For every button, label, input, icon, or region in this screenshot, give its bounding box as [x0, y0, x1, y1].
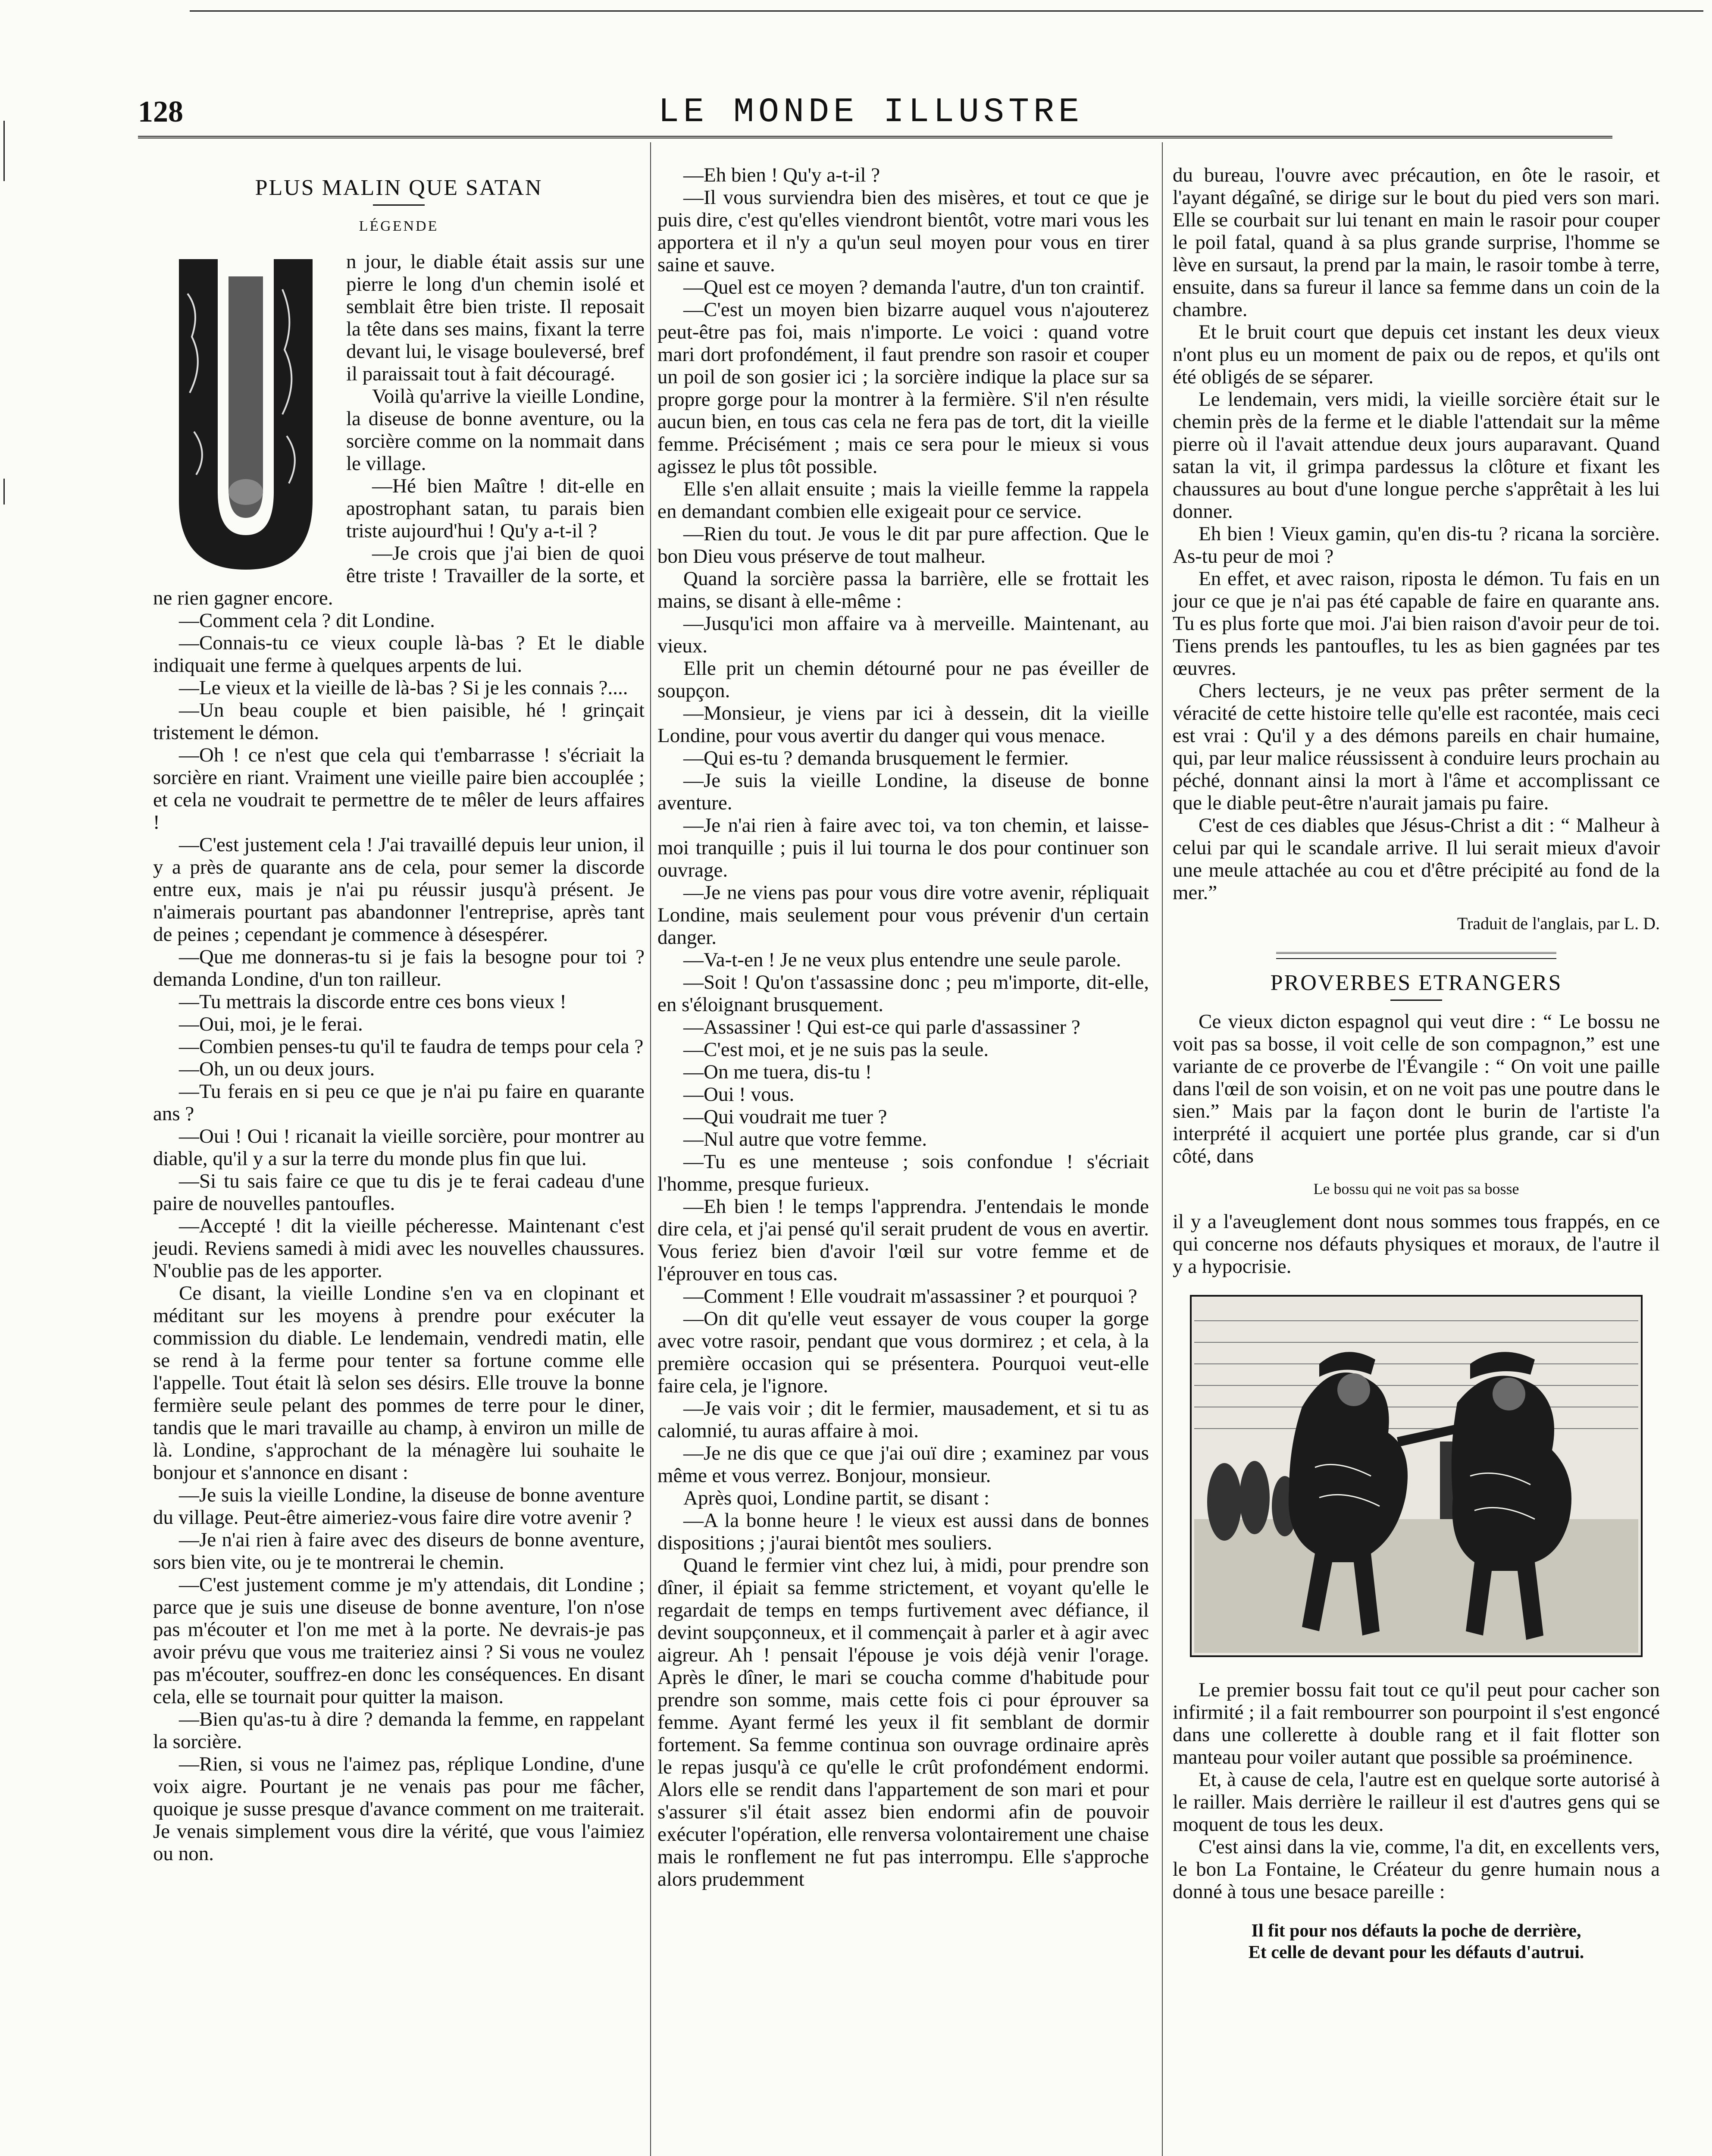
page-number: 128	[138, 95, 183, 128]
column-2	[657, 164, 1149, 1890]
paragraph: En effet, et avec raison, riposta le démon. Tu fais en un jour ce que je n'ai pas été capable de faire en quarante ans. Tu es plus forte que moi. J'ai bien raison d'avoir peur de toi. Tiens prends les pantoufles, tu les as bien gagnées par tes œuvres.	[1173, 567, 1660, 680]
paragraph: —Hé bien Maître ! dit-elle en apostrophant satan, tu parais bien triste aujourd'hui ! Qu'y a-t-il ?	[346, 475, 645, 542]
paragraph: —Oui ! Oui ! ricanait la vieille sorcière, pour montrer au diable, qu'il y a sur la terre du monde plus fin que lui.	[153, 1125, 645, 1170]
paragraph: —A la bonne heure ! le vieux est aussi dans de bonnes dispositions ; j'aurai bientôt mes souliers.	[657, 1509, 1149, 1554]
paragraph: Quand la sorcière passa la barrière, elle se frottait les mains, se disant à elle-même :	[657, 567, 1149, 612]
paragraph: Voilà qu'arrive la vieille Londine, la diseuse de bonne aventure, ou la sorcière comme on la nommait dans le village.	[346, 385, 645, 475]
paragraph: —Jusqu'ici mon affaire va à merveille. Maintenant, au vieux.	[657, 612, 1149, 657]
paragraph: —Je suis la vieille Londine, la diseuse de bonne aventure du village. Peut-être aimeriez-vous faire dire votre avenir ?	[153, 1484, 645, 1529]
paragraph: —Qui voudrait me tuer ?	[683, 1106, 887, 1128]
paragraph: —Je ne viens pas pour vous dire votre avenir, répliquait Londine, mais seulement pour vous prévenir d'un certain danger.	[657, 881, 1149, 949]
column-divider	[1162, 142, 1163, 2156]
paragraph: Eh bien ! Vieux gamin, qu'en dis-tu ? ricana la sorcière. As-tu peur de moi ?	[1173, 523, 1660, 567]
paragraph: —C'est un moyen bien bizarre auquel vous n'ajouterez peut-être pas foi, mais n'importe. Le voici : quand votre mari dort profondément, il faut prendre son rasoir et couper un poil de son gosier ici ; la sorcière indique la place sur sa propre gorge pour la montrer à la fermière. S'il n'en résulte aucun bien, en tous cas cela ne fera pas de tort, dit la vieille femme. Précisément ; mais ce sera pour le mieux si vous agissez le plus tôt possible.	[657, 298, 1149, 478]
paragraph: —On dit qu'elle veut essayer de vous couper la gorge avec votre rasoir, pendant que vous dormirez ; et cela, à la première occasion qui se présentera. Pourquoi veut-elle faire cela, je l'ignore.	[657, 1307, 1149, 1397]
column-divider	[650, 142, 651, 2156]
paragraph: —Comment cela ? dit Londine.	[179, 609, 435, 632]
paragraph: —C'est moi, et je ne suis pas la seule.	[683, 1038, 989, 1061]
column-1	[153, 164, 645, 1865]
paragraph: —Rien du tout. Je vous le dit par pure affection. Que le bon Dieu vous préserve de tout malheur.	[657, 523, 1149, 567]
paragraph: —C'est justement comme je m'y attendais, dit Londine ; parce que je suis une diseuse de bonne aventure, l'on n'ose pas m'écouter et l'on me met à la porte. Ne devrais-je pas avoir prévu que vous me traiteriez ainsi ? Si vous ne voulez pas m'écouter, souffrez-en donc les conséquences. En disant cela, elle se tournait pour quitter la maison.	[153, 1573, 645, 1708]
engraving-two-hunchbacks	[1190, 1295, 1643, 1657]
paragraph: —Qui es-tu ? demanda brusquement le fermier.	[683, 747, 1069, 769]
paragraph: Quand le fermier vint chez lui, à midi, pour prendre son dîner, il épiait sa femme strictement, et voyant qu'elle le regardait de temps en temps furtivement avec défiance, il devint soupçonneux, et il commençait à parler et à agir avec aigreur. Ah ! pensait l'épouse je vois déjà venir l'orage. Après le dîner, le mari se coucha comme d'habitude pour prendre son somme, mais cette fois ci pour éprouver sa femme. Ayant fermé les yeux il fit semblant de dormir fortement. Sa femme continua son ouvrage ordinaire après le repas jusqu'à ce qu'elle le crût profondément endormi. Alors elle se rendit dans l'appartement de son mari et pour s'assurer s'il était assez bien endormi afin de pouvoir exécuter l'opération, elle renversa volontairement une chaise mais le ronflement ne fut pas interrompu. Elle s'approche alors prudemment	[657, 1554, 1149, 1890]
translator-credit: Traduit de l'anglais, par L. D.	[1457, 914, 1660, 933]
verse-line: Et celle de devant pour les défauts d'autrui.	[1248, 1943, 1584, 1962]
paragraph: —Oh ! ce n'est que cela qui t'embarrasse ! s'écriait la sorcière en riant. Vraiment une vieille paire bien accouplée ; et cela ne voudrait te permettre de te mêler de leurs affaires !	[153, 744, 645, 834]
paragraph: —Je ne dis que ce que j'ai ouï dire ; examinez par vous même et vous verrez. Bonjour, monsieur.	[657, 1442, 1149, 1487]
top-border	[190, 4, 1703, 12]
paragraph: —Comment ! Elle voudrait m'assassiner ? et pourquoi ?	[683, 1285, 1137, 1307]
column-3	[1173, 164, 1660, 1963]
paragraph: —Je vais voir ; dit le fermier, mausadement, et si tu as calomnié, tu auras affaire à moi.	[657, 1397, 1149, 1442]
initial-letter: U	[244, 558, 247, 562]
paragraph: —Accepté ! dit la vieille pécheresse. Maintenant c'est jeudi. Reviens samedi à midi avec les nouvelles chaussures. N'oublie pas de les apporter.	[153, 1215, 645, 1282]
paragraph: il y a l'aveuglement dont nous sommes tous frappés, en ce qui concerne nos défauts physiques et moraux, de l'autre il y a hypocrisie.	[1173, 1210, 1660, 1278]
title-rule	[373, 204, 425, 206]
paragraph: du bureau, l'ouvre avec précaution, en ôte le rasoir, et l'ayant dégaîné, se dirige sur le bout du pied vers son mari. Elle se courbait sur lui tenant en main le rasoir pour couper le poil fatal, quand à sa plus grande surprise, l'homme se lève en sursaut, la prend par la main, le rasoir tombe à terre, ensuite, dans sa fureur il lance sa femme dans un coin de la chambre.	[1173, 164, 1660, 321]
paragraph: C'est de ces diables que Jésus-Christ a dit : “ Malheur à celui par qui le scandale arrive. Il lui serait mieux d'avoir une meule attachée au cou et d'être précipité au fond de la mer.”	[1173, 814, 1660, 904]
paragraph: Ce disant, la vieille Londine s'en va en clopinant et méditant sur les moyens à prendre pour exécuter la commission du diable. Le lendemain, vendredi matin, elle se rend à la ferme pour tenter sa fortune comme elle l'appelle. Tout était là selon ses désirs. Elle trouve la bonne fermière seule pelant des pommes de terre pour le diner, tandis que le mari travaille au champ, à environ un mille de là. Londine, s'approchant de la ménagère lui souhaite le bonjour et s'annonce en disant :	[153, 1282, 645, 1484]
paragraph: Et, à cause de cela, l'autre est en quelque sorte autorisé à le railler. Mais derrière le railleur il est d'autres gens qui se moquent de tous les deux.	[1173, 1768, 1660, 1836]
header-rule	[138, 136, 1612, 138]
paragraph: —Je n'ai rien à faire avec des diseurs de bonne aventure, sors bien vite, ou je te montrerai le chemin.	[153, 1529, 645, 1573]
paragraph: —Il vous surviendra bien des misères, et tout ce que je puis dire, c'est qu'elles viendront bientôt, votre mari vous les apportera et il n'y a qu'un seul moyen pour vous en tirer saine et sauve.	[657, 186, 1149, 276]
paragraph: —Oui, moi, je le ferai.	[179, 1013, 363, 1035]
paragraph: —Eh bien ! Qu'y a-t-il ?	[683, 164, 880, 186]
verse-quote	[1173, 1920, 1660, 1963]
paragraph: —Quel est ce moyen ? demanda l'autre, d'un ton craintif.	[683, 276, 1145, 298]
paragraph: Le premier bossu fait tout ce qu'il peut pour cacher son infirmité ; il a fait rembourrer son pourpoint il s'est engoncé dans une collerette à double rang et il fait flotter son manteau pour voiler autant que possible sa proéminence.	[1173, 1679, 1660, 1768]
paragraph: —Assassiner ! Qui est-ce qui parle d'assassiner ?	[683, 1016, 1080, 1038]
journal-title: LE MONDE ILLUSTRE	[658, 93, 1084, 132]
paragraph: —Tu ferais en si peu ce que je n'ai pu faire en quarante ans ?	[153, 1080, 645, 1125]
paragraph: n jour, le diable était assis sur une pierre le long d'un chemin isolé et semblait être bien triste. Il reposait la tête dans ses mains, fixant la terre devant lui, le visage bouleversé, bref il paraissait tout à fait découragé.	[346, 251, 645, 385]
paragraph: Après quoi, Londine partit, se disant :	[683, 1487, 990, 1509]
paragraph: —Je suis la vieille Londine, la diseuse de bonne aventure.	[657, 769, 1149, 814]
paragraph: —Tu mettrais la discorde entre ces bons vieux !	[179, 990, 566, 1013]
verse-line: Il fit pour nos défauts la poche de derrière,	[1251, 1921, 1581, 1941]
paragraph: —Tu es une menteuse ; sois confondue ! s'écriait l'homme, presque furieux.	[657, 1150, 1149, 1195]
paragraph: —Je crois que j'ai bien de quoi être triste ! Travailler de la sorte, et ne rien gagner encore.	[153, 542, 645, 609]
paragraph: —Connais-tu ce vieux couple là-bas ? Et le diable indiquait une ferme à quelques arpents de lui.	[153, 632, 645, 677]
paragraph: —Combien penses-tu qu'il te faudra de temps pour cela ?	[179, 1035, 644, 1058]
paragraph: —Nul autre que votre femme.	[683, 1128, 927, 1150]
paragraph: Chers lecteurs, je ne veux pas prêter serment de la véracité de cette histoire telle qu'elle est racontée, mais ceci est vrai : Qu'il y a des démons pareils en chair humaine, qui, par leur malice réussissent à conduire leurs prochain au péché, donnant ainsi la mort à l'âme et accomplissant ce que le diable peut-être n'aurait jamais pu faire.	[1173, 680, 1660, 814]
paragraph: C'est ainsi dans la vie, comme, l'a dit, en excellents vers, le bon La Fontaine, le Créateur du genre humain nous a donné à tous une besace pareille :	[1173, 1836, 1660, 1903]
paragraph: —Monsieur, je viens par ici à dessein, dit la vieille Londine, pour vous avertir du danger qui vous menace.	[657, 702, 1149, 747]
margin-mark	[3, 479, 5, 505]
paragraph: —Oui ! vous.	[683, 1083, 795, 1106]
page-header	[138, 86, 1604, 134]
illustration-caption: Le bossu qui ne voit pas sa bosse	[1313, 1180, 1519, 1197]
paragraph: —Oh, un ou deux jours.	[179, 1058, 375, 1080]
ornamental-initial-u	[153, 251, 338, 583]
margin-mark	[3, 121, 5, 181]
title-rule	[1390, 1000, 1442, 1001]
paragraph: —C'est justement cela ! J'ai travaillé depuis leur union, il y a près de quarante ans de cela, pour semer la discorde entre eux, mais je n'ai pu réussir jusqu'à présent. Je n'aimerais pourtant pas abandonner l'entreprise, après tant de peines ; cependant je commence à désespérer.	[153, 834, 645, 946]
paragraph: Elle prit un chemin détourné pour ne pas éveiller de soupçon.	[657, 657, 1149, 702]
paragraph: —Eh bien ! le temps l'apprendra. J'entendais le monde dire cela, et j'ai pensé qu'il serait prudent de vous en avertir. Vous feriez bien d'avoir l'œil sur votre femme et de l'éprouver en tous cas.	[657, 1195, 1149, 1285]
section-separator	[1276, 952, 1556, 959]
paragraph: —Va-t-en ! Je ne veux plus entendre une seule parole.	[683, 949, 1121, 971]
paragraph: —Bien qu'as-tu à dire ? demanda la femme, en rappelant la sorcière.	[153, 1708, 645, 1753]
paragraph: —Si tu sais faire ce que tu dis je te ferai cadeau d'une paire de nouvelles pantoufles.	[153, 1170, 645, 1215]
paragraph: —Je n'ai rien à faire avec toi, va ton chemin, et laisse-moi tranquille ; puis il lui tourna le dos pour continuer son ouvrage.	[657, 814, 1149, 881]
proverbs-title: PROVERBES ETRANGERS	[1270, 971, 1562, 995]
paragraph: Elle s'en allait ensuite ; mais la vieille femme la rappela en demandant combien elle exigeait pour ce service.	[657, 478, 1149, 523]
story-title: PLUS MALIN QUE SATAN	[255, 175, 543, 200]
paragraph: —Un beau couple et bien paisible, hé ! grinçait tristement le démon.	[153, 699, 645, 744]
paragraph: —Rien, si vous ne l'aimez pas, réplique Londine, d'une voix aigre. Pourtant je ne venais pas pour me fâcher, quoique je susse presque d'avance comment on me traiterait. Je venais simplement vous dire la vérité, que vous l'aimiez ou non.	[153, 1753, 645, 1865]
paragraph: Ce vieux dicton espagnol qui veut dire : “ Le bossu ne voit pas sa bosse, il voit celle de son compagnon,” est une variante de ce proverbe de l'Évangile : “ On voit une paille dans l'œil de son voisin, et on ne voit pas une poutre dans le sien.” Mais par la façon dont le burin de l'artiste l'a interprété il acquiert une portée plus grande, car si d'un côté, dans	[1173, 1010, 1660, 1167]
paragraph: Le lendemain, vers midi, la vieille sorcière était sur le chemin près de la ferme et le diable l'attendait sur la même pierre où il l'avait attendue deux jours auparavant. Quand satan la vit, il grimpa pardessus la clôture et fixant les chaussures au bout d'une longue perche s'apprêtait à les lui donner.	[1173, 388, 1660, 523]
paragraph: —On me tuera, dis-tu !	[683, 1061, 872, 1083]
paragraph: —Que me donneras-tu si je fais la besogne pour toi ? demanda Londine, d'un ton railleur.	[153, 946, 645, 990]
story-subtitle: LÉGENDE	[359, 218, 439, 234]
paragraph: Et le bruit court que depuis cet instant les deux vieux n'ont plus eu un moment de paix ou de repos, et qu'ils ont été obligés de se séparer.	[1173, 321, 1660, 388]
paragraph: —Le vieux et la vieille de là-bas ? Si je les connais ?....	[179, 677, 628, 699]
paragraph: —Soit ! Qu'on t'assassine donc ; peu m'importe, dit-elle, en s'éloignant brusquement.	[657, 971, 1149, 1016]
